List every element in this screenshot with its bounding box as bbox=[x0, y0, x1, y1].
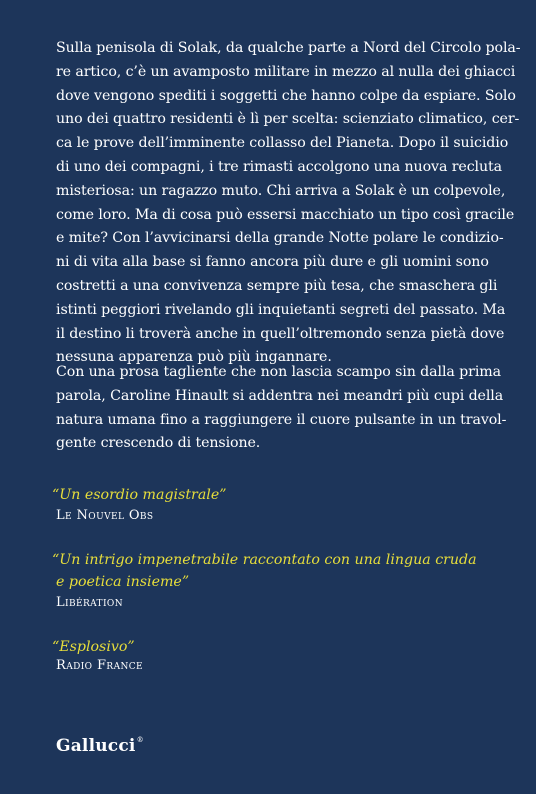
blurb-line: dove vengono spediti i soggetti che hanno colpe da espiare. Solo bbox=[56, 87, 516, 104]
publisher-name: Gallucci bbox=[56, 736, 136, 756]
blurb-line: di uno dei compagni, i tre rimasti accolgono una nuova recluta bbox=[56, 158, 502, 175]
blurb-paragraph-1 bbox=[56, 37, 521, 370]
registered-mark: ® bbox=[136, 736, 144, 744]
review-source: Le Nouvel Obs bbox=[56, 508, 154, 523]
blurb-line: e mite? Con l’avvicinarsi della grande Notte polare le condizio- bbox=[56, 230, 504, 247]
review-source: Radio France bbox=[56, 658, 143, 673]
blurb-line: ca le prove dell’imminente collasso del Pianeta. Dopo il suicidio bbox=[56, 135, 509, 152]
blurb-line: il destino li troverà anche in quell’oltremondo senza pietà dove bbox=[56, 325, 505, 342]
blurb-line: ni di vita alla base si fanno ancora più dure e gli uomini sono bbox=[56, 254, 489, 271]
blurb-paragraph-2 bbox=[56, 361, 507, 456]
blurb-line: istinti peggiori rivelando gli inquietanti segreti del passato. Ma bbox=[56, 301, 506, 318]
review-source: Libération bbox=[56, 595, 123, 610]
publisher-logo bbox=[56, 736, 144, 756]
blurb-line: come loro. Ma di cosa può essersi macchiato un tipo così gracile bbox=[56, 206, 515, 223]
blurb-line: misteriosa: un ragazzo muto. Chi arriva a Solak è un colpevole, bbox=[56, 182, 506, 199]
blurb-line: re artico, c’è un avamposto militare in mezzo al nulla dei ghiacci bbox=[56, 63, 516, 80]
blurb-line: natura umana fino a raggiungere il cuore pulsante in un travol- bbox=[56, 411, 507, 428]
blurb-line: costretti a una convivenza sempre più tesa, che smaschera gli bbox=[56, 277, 498, 294]
blurb-line: Con una prosa tagliente che non lascia scampo sin dalla prima bbox=[56, 364, 501, 380]
blurb-line: parola, Caroline Hinault si addentra nei meandri più cupi della bbox=[56, 387, 504, 404]
blurb-line: nessuna apparenza può più ingannare. bbox=[56, 349, 332, 366]
review-quote-continued: e poetica insieme” bbox=[56, 574, 190, 590]
blurb-line: Sulla penisola di Solak, da qualche parte a Nord del Circolo pola- bbox=[56, 40, 521, 56]
blurb-line: gente crescendo di tensione. bbox=[56, 435, 261, 452]
review-quote: “Un intrigo impenetrabile raccontato con una lingua cruda bbox=[52, 552, 477, 568]
review-quote: “Un esordio magistrale” bbox=[52, 487, 227, 503]
blurb-line: uno dei quattro residenti è lì per scelta: scienziato climatico, cer- bbox=[56, 111, 520, 128]
review-quote: “Esplosivo” bbox=[52, 639, 135, 655]
